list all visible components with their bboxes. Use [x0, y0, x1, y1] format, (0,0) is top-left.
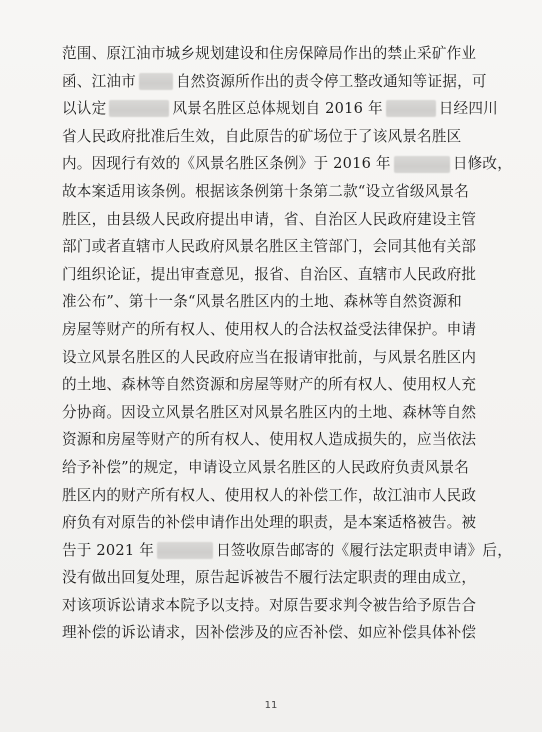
text-segment: 理补偿的诉讼请求，因补偿涉及的应否补偿、如应补偿具体补偿 [62, 624, 477, 642]
text-segment: 没有做出回复处理，原告起诉被告不履行法定职责的理由成立， [62, 569, 477, 587]
text-segment: 自然资源所作出的责令停工整改通知等证据，可 [175, 72, 487, 90]
text-line [62, 316, 512, 344]
text-line [62, 95, 512, 123]
text-segment: 日修改， [452, 155, 512, 173]
text-segment: 故本案适用该条例。根据该条例第十条第二款“设立省级风景名 [62, 182, 470, 200]
text-line [62, 564, 512, 592]
text-segment: 给予补偿”的规定，申请设立风景名胜区的人民政府负责风景名 [62, 458, 470, 476]
text-line [62, 123, 512, 151]
text-segment: 风景名胜区总体规划自 2016 年 [172, 100, 383, 118]
text-segment: 房屋等财产的所有权人、使用权人的合法权益受法律保护。申请 [62, 320, 477, 338]
text-segment: 分协商。因设立风景名胜区对风景名胜区内的土地、森林等自然 [62, 403, 477, 421]
text-segment: 省人民政府批准后生效，自此原告的矿场位于了该风景名胜区 [62, 127, 462, 145]
text-segment: 部门或者直辖市人民政府风景名胜区主管部门，会同其他有关部 [62, 238, 477, 256]
text-line [62, 40, 512, 68]
text-segment: 胜区内的财产所有权人、使用权人的补偿工作，故江油市人民政 [62, 486, 477, 504]
text-line [62, 261, 512, 289]
text-segment: 内。因现行有效的《风景名胜区条例》于 2016 年 [62, 155, 391, 173]
redaction-block [394, 156, 450, 173]
text-line [62, 537, 512, 565]
redaction-block [157, 542, 213, 559]
text-line [62, 399, 512, 427]
text-segment: 日经四川 [438, 100, 498, 118]
text-segment: 胜区，由县级人民政府提出申请，省、自治区人民政府建设主管 [62, 210, 477, 228]
text-line [62, 592, 512, 620]
text-line [62, 454, 512, 482]
text-line [62, 371, 512, 399]
text-line [62, 426, 512, 454]
text-segment: 的土地、森林等自然资源和房屋等财产的所有权人、使用权人充 [62, 376, 477, 394]
text-segment: 设立风景名胜区的人民政府应当在报请审批前，与风景名胜区内 [62, 348, 477, 366]
text-segment: 日签收原告邮寄的《履行法定职责申请》后， [216, 541, 512, 559]
text-segment: 范围、原江油市城乡规划建设和住房保障局作出的禁止采矿作业 [62, 45, 477, 62]
text-line [62, 288, 512, 316]
text-line [62, 150, 512, 178]
text-segment: 对该项诉讼请求本院予以支持。对原告要求判令被告给予原告合 [62, 596, 477, 614]
document-body [62, 40, 512, 647]
text-segment: 资源和房屋等财产的所有权人、使用权人造成损失的，应当依法 [62, 431, 477, 449]
text-line [62, 206, 512, 234]
text-segment: 府负有对原告的补偿申请作出处理的职责，是本案适格被告。被 [62, 514, 477, 532]
text-line [62, 178, 512, 206]
text-segment: 以认定 [62, 100, 107, 118]
text-line [62, 482, 512, 510]
text-segment: 函、江油市 [62, 72, 136, 90]
text-line [62, 619, 512, 647]
text-line [62, 509, 512, 537]
redaction-block [386, 100, 436, 117]
page-number: 11 [264, 700, 278, 711]
redaction-block [139, 73, 173, 90]
text-segment: 门组织论证，提出审查意见，报省、自治区、直辖市人民政府批 [62, 265, 477, 283]
text-line [62, 68, 512, 96]
redaction-block [109, 100, 169, 117]
text-segment: 告于 2021 年 [62, 541, 154, 559]
text-segment: 准公布”、第十一条“风景名胜区内的土地、森林等自然资源和 [62, 293, 462, 311]
text-line [62, 344, 512, 372]
text-line [62, 233, 512, 261]
